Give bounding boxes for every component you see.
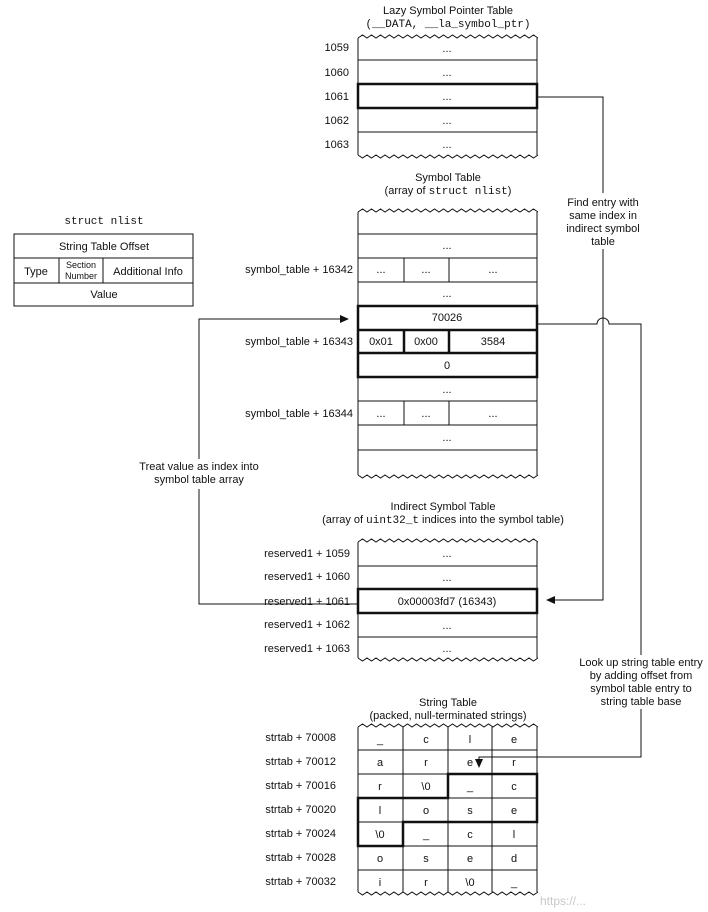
string-cell: l — [468, 734, 472, 746]
look-up-note: symbol table entry to — [590, 683, 692, 695]
symbol-table-top-tear — [358, 209, 538, 212]
watermark: https://... — [540, 894, 587, 908]
symbol-row-label: symbol_table + 16344 — [245, 408, 353, 420]
string-cell: _ — [510, 877, 518, 889]
find-entry-note: Find entry with — [567, 197, 639, 209]
string-row-label: strtab + 70032 — [265, 876, 336, 888]
string-cell: c — [511, 781, 517, 793]
symbol-entry-offset: 70026 — [431, 312, 463, 324]
string-table-subtitle: (packed, null-terminated strings) — [369, 710, 527, 722]
indirect-table-title: Indirect Symbol Table — [390, 501, 496, 513]
string-cell: e — [466, 757, 474, 769]
string-cell: e — [466, 853, 474, 865]
nlist-section-number: Number — [64, 271, 98, 281]
string-cell: l — [378, 805, 382, 817]
find-entry-note: same index in — [569, 210, 637, 222]
indirect-row-label: reserved1 + 1063 — [264, 643, 350, 655]
nlist-type: Type — [24, 266, 48, 278]
indirect-symbol-table — [264, 501, 564, 661]
nlist-section-number: Section — [65, 260, 97, 270]
lazy-row-label: 1062 — [324, 115, 349, 127]
symbol-cell: ... — [442, 240, 452, 252]
string-row-label: strtab + 70008 — [265, 732, 336, 744]
string-cell: r — [378, 781, 382, 793]
look-up-note: by adding offset from — [589, 670, 693, 682]
symbol-table-bottom-tear — [358, 475, 538, 478]
string-row-label: strtab + 70024 — [265, 828, 336, 840]
indirect-row-label: reserved1 + 1061 — [264, 596, 350, 608]
struct-nlist-legend — [14, 216, 193, 306]
indirect-table-subtitle: (array of uint32_t indices into the symbol table) — [322, 514, 564, 527]
symbol-table-subtitle: (array of struct nlist) — [384, 185, 512, 198]
string-cell: s — [423, 853, 429, 865]
string-cell: l — [512, 829, 516, 841]
lazy-row-label: 1063 — [324, 139, 349, 151]
string-cell: s — [467, 805, 473, 817]
lazy-table-bottom-tear — [358, 155, 538, 158]
indirect-row-value: 0x00003fd7 (16343) — [397, 596, 497, 608]
indirect-row-label: reserved1 + 1059 — [264, 548, 350, 560]
symbol-cell: ... — [488, 264, 498, 276]
symbol-entry-section: 0x00 — [414, 336, 438, 348]
lazy-row-value: ... — [442, 139, 452, 151]
string-cell: \0 — [375, 829, 385, 841]
indirect-row-value: ... — [442, 548, 452, 560]
lazy-row-value: ... — [442, 91, 452, 103]
nlist-string-table-offset: String Table Offset — [58, 241, 150, 253]
lazy-row-label: 1059 — [324, 42, 349, 54]
string-cell: o — [422, 805, 430, 817]
string-cell: a — [376, 757, 384, 769]
lazy-row-label: 1060 — [324, 67, 349, 79]
string-table — [265, 697, 538, 895]
lazy-table-subtitle: (__DATA, __la_symbol_ptr) — [365, 19, 531, 31]
string-cell: o — [376, 853, 384, 865]
symbol-table — [245, 172, 538, 478]
indirect-table-bottom-tear — [358, 658, 538, 661]
symbol-row-label: symbol_table + 16343 — [245, 336, 353, 348]
string-cell: _ — [376, 734, 384, 746]
symbol-cell: ... — [421, 264, 431, 276]
string-cell: r — [424, 757, 428, 769]
string-cell: r — [512, 757, 516, 769]
string-table-title: String Table — [419, 697, 477, 709]
string-cell: i — [378, 877, 382, 889]
string-row-label: strtab + 70028 — [265, 852, 336, 864]
indirect-table-top-tear — [358, 539, 538, 542]
indirect-row-label: reserved1 + 1060 — [264, 571, 350, 583]
symbol-cell: ... — [442, 432, 452, 444]
indirect-row-label: reserved1 + 1062 — [264, 619, 350, 631]
string-cell: _ — [422, 829, 430, 841]
symbol-row-label: symbol_table + 16342 — [245, 264, 353, 276]
lazy-symbol-pointer-table — [325, 5, 538, 158]
lazy-row-value: ... — [442, 115, 452, 127]
string-table-bottom-tear — [358, 892, 538, 895]
symbol-cell: ... — [488, 408, 498, 420]
string-cell: c — [467, 829, 473, 841]
look-up-note: string table base — [600, 696, 682, 708]
symbol-entry-info: 3584 — [480, 336, 506, 348]
lazy-table-top-tear — [358, 35, 538, 38]
lazy-row-value: ... — [442, 43, 452, 55]
lazy-table-title: Lazy Symbol Pointer Table — [382, 5, 514, 17]
string-cell: c — [423, 734, 429, 746]
annotations — [132, 193, 708, 709]
symbol-entry-type: 0x01 — [369, 336, 393, 348]
symbol-cell: ... — [421, 408, 431, 420]
symbol-table-title: Symbol Table — [415, 172, 481, 184]
symbol-cell: ... — [376, 264, 386, 276]
string-cell: e — [510, 734, 518, 746]
find-entry-note: table — [591, 236, 615, 248]
string-cell: \0 — [421, 781, 431, 793]
symbol-cell: ... — [376, 408, 386, 420]
symbol-entry-value: 0 — [443, 360, 451, 372]
lazy-row-label: 1061 — [324, 91, 349, 103]
string-row-label: strtab + 70020 — [265, 804, 336, 816]
nlist-additional-info: Additional Info — [113, 266, 183, 278]
nlist-value: Value — [90, 289, 118, 301]
string-cell: _ — [466, 781, 474, 793]
symbol-cell: ... — [442, 288, 452, 300]
string-cell: r — [424, 877, 428, 889]
symbol-cell: ... — [442, 384, 452, 396]
treat-value-note: Treat value as index into — [139, 461, 259, 473]
string-row-label: strtab + 70016 — [265, 780, 336, 792]
string-row-label: strtab + 70012 — [265, 756, 336, 768]
nlist-title: struct nlist — [64, 216, 144, 228]
treat-value-note: symbol table array — [154, 474, 244, 486]
indirect-row-value: ... — [442, 643, 452, 655]
string-cell: \0 — [465, 877, 475, 889]
indirect-row-value: ... — [442, 620, 452, 632]
lazy-row-value: ... — [442, 67, 452, 79]
find-entry-note: indirect symbol — [566, 223, 640, 235]
string-cell: e — [510, 805, 518, 817]
indirect-row-value: ... — [442, 572, 452, 584]
string-table-top-tear — [358, 724, 538, 727]
look-up-note: Look up string table entry — [579, 657, 703, 669]
string-cell: d — [510, 853, 518, 865]
